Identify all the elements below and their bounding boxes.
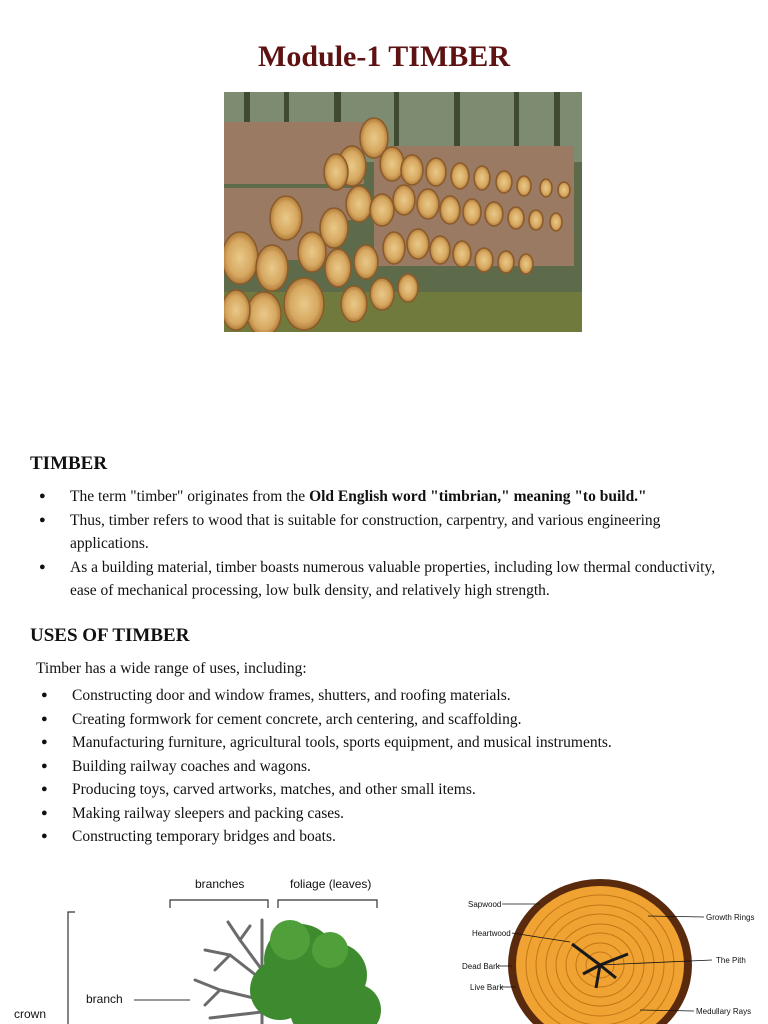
label-medullary-rays: Medullary Rays: [696, 1007, 752, 1016]
label-branch: branch: [86, 992, 123, 1006]
label-heartwood: Heartwood: [472, 929, 511, 938]
list-item: ● Thus, timber refers to wood that is suitable for construction, carpentry, and various engineering applications.: [30, 509, 730, 556]
label-foliage: foliage (leaves): [290, 877, 372, 891]
list-item: ● Producing toys, carved artworks, matches, and other small items.: [32, 778, 732, 802]
list-item: ● Manufacturing furniture, agricultural tools, sports equipment, and musical instruments.: [32, 731, 732, 755]
tree-anatomy-diagram: [0, 860, 400, 1024]
list-item: ● The term "timber" originates from the Old English word "timbrian," meaning "to build.": [30, 485, 730, 509]
section-heading-timber: TIMBER: [30, 453, 108, 474]
label-live-bark: Live Bark: [470, 983, 504, 992]
foliage-bracket: [278, 900, 377, 908]
list-item: ● Constructing door and window frames, shutters, and roofing materials.: [32, 684, 732, 708]
label-branches: branches: [195, 877, 245, 891]
timber-bullet-list: [30, 485, 730, 603]
list-item: ● Making railway sleepers and packing cases.: [32, 802, 732, 826]
logs-image: [224, 92, 582, 332]
section-heading-uses: USES OF TIMBER: [30, 625, 190, 646]
label-dead-bark: Dead Bark: [462, 962, 500, 971]
crown-bracket: [68, 912, 75, 1024]
uses-intro: Timber has a wide range of uses, including:: [36, 660, 307, 677]
list-item: ● Constructing temporary bridges and boats.: [32, 825, 732, 849]
label-sapwood: Sapwood: [468, 900, 502, 909]
label-pith: The Pith: [716, 956, 746, 965]
tree-rings-diagram: [450, 870, 768, 1024]
label-growth-rings: Growth Rings: [706, 913, 755, 922]
uses-bullet-list: [32, 684, 732, 849]
list-item: ● Creating formwork for cement concrete, arch centering, and scaffolding.: [32, 708, 732, 732]
timber-logs-photo: [224, 92, 582, 332]
bare-branches: [195, 920, 262, 1024]
foliage: [250, 920, 381, 1024]
list-item: ● Building railway coaches and wagons.: [32, 755, 732, 779]
page-title: Module-1 TIMBER: [258, 40, 510, 73]
list-item: ● As a building material, timber boasts numerous valuable properties, including low thermal conductivity, ease of mechanical processing, low bulk density, and relatively high strength.: [30, 556, 730, 603]
branches-bracket: [170, 900, 268, 908]
label-crown: crown: [14, 1007, 47, 1021]
